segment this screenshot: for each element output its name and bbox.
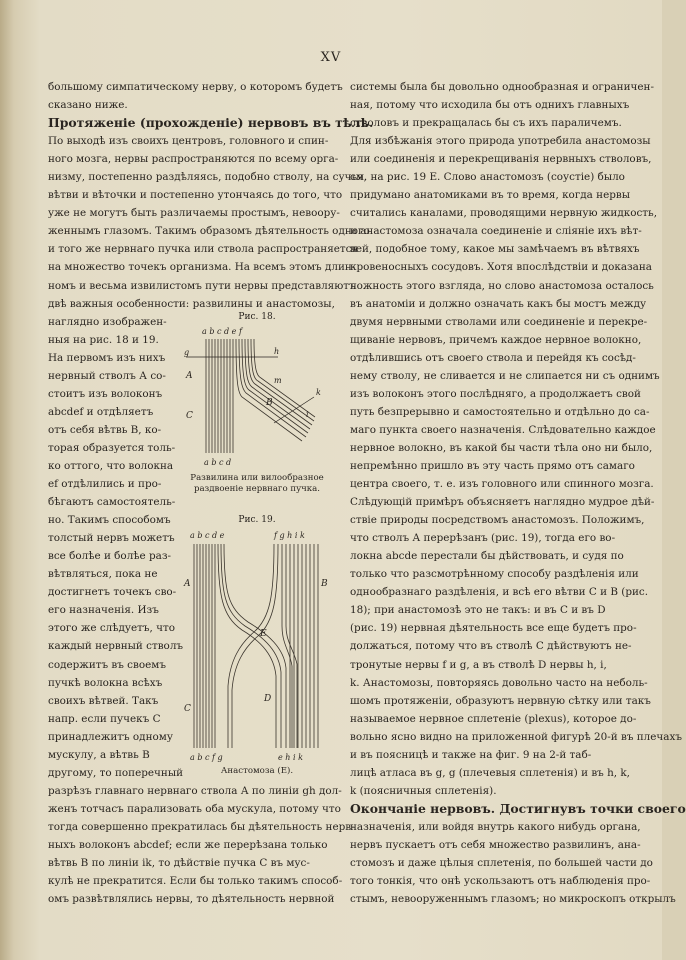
figure-19 [174, 515, 340, 777]
text-line: того тонкія, что онѣ ускользаютъ отъ наблюденія про- [350, 875, 651, 888]
text-line: наглядно изображен- [48, 315, 167, 328]
text-line: нему стволу, не сливается и не слипается ни съ однимъ [350, 369, 660, 382]
text-line: называемое нервное сплетеніе (plexus), которое до- [350, 712, 637, 725]
fig18-side-label: h [274, 347, 280, 356]
text-line: должаться, потому что въ стволѣ С дѣйствуютъ не- [350, 640, 632, 653]
text-line: уже не могутъ быть различаемы простымъ, невоору- [48, 207, 340, 220]
text-line: тронутые нервы f и g, а въ стволѣ D нервы h, i, [350, 658, 607, 671]
text-line: k. Анастомозы, повторяясь довольно часто на неболь- [350, 676, 648, 689]
text-line: все болѣе и болѣе раз- [48, 550, 172, 563]
fig18-side-label: g [184, 348, 190, 357]
text-line: двѣ важныя особенности: развилины и анастомозы, [48, 297, 335, 310]
fig18-side-label: C [186, 411, 193, 421]
text-line: k (поясничныя сплетенія). [350, 784, 497, 797]
text-line: стомозъ и даже цѣлыя сплетенія, по большей части до [350, 857, 653, 870]
text-line: маго пункта своего назначенія. Слѣдовательно каждое [350, 423, 656, 436]
text-line: разрѣзъ главнаго нервнаго ствола А по линіи gh дол- [48, 784, 342, 797]
text-line: женнымъ глазомъ. Такимъ образомъ дѣятельность одного [48, 225, 370, 238]
text-line: нервное волокно, въ какой бы части тѣла оно ни было, [350, 441, 653, 454]
text-line: кровеносныхъ сосудовъ. Хотя впослѣдствіи и доказана [350, 261, 652, 274]
text-line: непремѣнно пришло въ эту часть прямо отъ самаго [350, 459, 635, 472]
text-line: тогда совершенно прекратилась бы дѣятельность нерв- [48, 820, 355, 833]
text-line: низму, постепенно раздѣляясь, подобно стволу, на сучья, [48, 171, 367, 184]
fig18-side-label: B [266, 398, 273, 408]
text-line: другому, то поперечный [48, 766, 184, 779]
text-line: номъ и весьма извилистомъ пути нервы представляютъ [48, 279, 356, 292]
text-line: но. Такимъ способомъ [48, 514, 171, 527]
text-line: большому симпатическому нерву, о которомъ будетъ [48, 81, 343, 93]
section-heading: Протяженіе (прохожденіе) нервовъ въ тѣлѣ. [48, 115, 374, 131]
fiber-letters-top: a b c d e f [202, 327, 242, 336]
text-line: содержитъ въ своемъ [48, 658, 166, 671]
fig18-side-label: A [186, 371, 193, 381]
text-line: ко оттого, что волокна [48, 459, 174, 472]
text-line: abcdef и отдѣляетъ [48, 405, 154, 418]
text-line: омъ развѣтвлялись нервы, то дѣятельность нервной [48, 893, 335, 906]
text-line: пучкѣ волокна всѣхъ [48, 676, 163, 689]
text-line: см. на рис. 19 Е. Слово анастомозъ (соустіе) было [350, 171, 625, 184]
text-line: отдѣлившись отъ своего ствола и перейдя къ сосѣд- [350, 351, 636, 364]
text-line: По выходѣ изъ своихъ центровъ, головного и спин- [48, 135, 329, 148]
text-line: центра своего, т. е. изъ головного или спинного мозга. [350, 478, 654, 491]
text-line: ного мозга, нервы распространяются по всему орга- [48, 153, 339, 166]
text-line: нервъ пускаетъ отъ себя множество развилинъ, ана- [350, 838, 641, 851]
text-line: на множество точекъ организма. На всемъ этомъ длин- [48, 261, 356, 274]
text-line: вѣтвляться, пока не [48, 568, 158, 581]
text-line: отъ себя вѣтвь В, ко- [48, 423, 162, 436]
text-line: и того же нервнаго пучка или ствола распространяется [48, 243, 359, 256]
text-line: ныхъ волоконъ abcdef; если же перерѣзана только [48, 838, 328, 851]
text-line: Для избѣжанія этого природа употребила анастомозы [350, 135, 651, 148]
text-line: 18); при анастомозѣ это не такъ: и въ С и въ D [350, 604, 606, 617]
text-line: этого же слѣдуетъ, что [48, 622, 176, 635]
nerve-branching-illustration [182, 323, 332, 473]
text-line: толстый нервъ можетъ [48, 532, 175, 545]
section-heading: Окончаніе нервовъ. Достигнувъ точки своего [350, 800, 686, 816]
text-line: щиваніе нервовъ, причемъ каждое нервное волокно, [350, 333, 642, 346]
figure-label: Рис. 18. [238, 312, 276, 322]
text-line: напр. если пучекъ С [48, 712, 161, 725]
text-line: придумано анатомиками въ то время, когда нервы [350, 189, 630, 202]
text-line: или соединенія и перекрещиванія нервныхъ стволовъ, [350, 153, 652, 166]
text-line: однообразнаго раздѣленія, и всѣ его вѣтви С и В (рис. [350, 586, 649, 599]
fig19-side-label: D [264, 694, 272, 704]
text-line: только что разсмотрѣнному способу раздѣленія или [350, 568, 639, 581]
fiber-letters-bottom-left: a b c f g [190, 753, 223, 762]
text-line: каждый нервный стволъ [48, 640, 184, 653]
text-line: вѣтви и вѣточки и постепенно утончаясь до того, что [48, 189, 343, 202]
text-line: принадлежитъ одному [48, 730, 173, 743]
text-line: Слѣдующій примѣръ объясняетъ наглядно мудрое дѣй- [350, 496, 655, 509]
fig18-side-label: k [316, 388, 321, 397]
text-line: двумя нервными стволами или соединеніе и перекре- [350, 315, 648, 328]
figure-caption: Анастомоза (E). [220, 766, 294, 776]
text-line: считались каналами, проводящими нервную жидкость, [350, 207, 657, 220]
text-line: ная, потому что исходила бы отъ однихъ главныхъ [350, 99, 630, 112]
text-line: ложность этого взгляда, но слово анастомоза осталось [350, 279, 654, 292]
text-line: вѣтвь В по линіи ik, то дѣйствіе пучка С въ мус- [48, 857, 310, 870]
fig19-side-label: B [321, 579, 328, 589]
text-line: ствіе природы посредствомъ анастомозъ. Положимъ, [350, 514, 645, 527]
text-line: торая образуется толь- [48, 441, 176, 454]
fiber-letters-top-left: a b c d e [190, 531, 225, 540]
text-line: путь безпрерывно и самостоятельно и отдѣльно до са- [350, 405, 650, 418]
fig18-side-label: i [306, 410, 309, 419]
fiber-letters-bottom-right: e h i k [278, 753, 303, 762]
text-line: стволовъ и прекращалась бы съ ихъ параличемъ. [350, 117, 622, 130]
text-line: и анастомоза означала соединеніе и сліяніе ихъ вѣт- [350, 225, 642, 238]
text-line: ef отдѣлились и про- [48, 478, 162, 491]
text-line: бѣгаютъ самостоятель- [48, 496, 176, 509]
text-line: сказано ниже. [48, 99, 128, 112]
text-line: стоитъ изъ волоконъ [48, 387, 163, 400]
text-line: изъ волоконъ этого послѣдняго, а продолжаетъ свой [350, 387, 641, 400]
page-number: XV [320, 50, 342, 65]
text-line: и въ поясницѣ и также на фиг. 9 на 2-й таб- [350, 748, 592, 761]
text-line: его назначенія. Изъ [48, 604, 159, 617]
text-line: системы была бы довольно однообразная и ограничен- [350, 81, 654, 93]
text-line: нервный стволъ А со- [48, 369, 166, 382]
text-line: На первомъ изъ нихъ [48, 351, 166, 364]
text-line: ныя на рис. 18 и 19. [48, 333, 159, 346]
text-line: своихъ вѣтвей. Такъ [48, 694, 159, 707]
text-line: вей, подобное тому, какое мы замѣчаемъ въ вѣтвяхъ [350, 243, 640, 256]
fig19-side-label: E [260, 629, 267, 639]
text-line: назначенія, или войдя внутрь какого нибудь органа, [350, 820, 641, 833]
text-line: лицѣ атласа въ g, g (плечевыя сплетенія) и въ h, k, [350, 766, 630, 779]
text-line: что стволъ А перерѣзанъ (рис. 19), тогда его во- [350, 532, 616, 545]
text-line: локна abcde перестали бы дѣйствовать, и судя по [350, 550, 624, 563]
text-line: мускулу, а вѣтвь В [48, 748, 150, 761]
figure-caption: Развилина или вилообразное раздвоеніе нервнаго пучка. [190, 473, 324, 494]
anastomosis-illustration [182, 526, 332, 766]
fig19-side-label: A [184, 579, 191, 589]
text-line: шомъ протяженіи, образуютъ нервную сѣтку или такъ [350, 694, 651, 707]
text-line: достигнетъ точекъ сво- [48, 586, 177, 599]
fig19-side-label: C [184, 704, 191, 714]
right-column [350, 78, 686, 908]
fig18-side-label: m [274, 376, 282, 385]
text-line: вольно ясно видно на приложенной фигурѣ 20-й въ плечахъ [350, 730, 682, 743]
text-line: женъ тотчасъ парализовать оба мускула, потому что [48, 802, 341, 815]
text-line: кулѣ не прекратится. Если бы только такимъ способ- [48, 875, 343, 888]
text-line: стымъ, невооруженнымъ глазомъ; но микроскопъ открылъ [350, 893, 676, 906]
fiber-letters-top-right: f g h i k [274, 531, 305, 540]
text-line: въ анатоміи и должно означать какъ бы мостъ между [350, 297, 647, 310]
figure-label: Рис. 19. [238, 515, 276, 525]
fiber-letters-bottom: a b c d [204, 458, 232, 467]
text-line: (рис. 19) нервная дѣятельность все еще будетъ про- [350, 622, 637, 635]
figure-18 [174, 312, 340, 494]
